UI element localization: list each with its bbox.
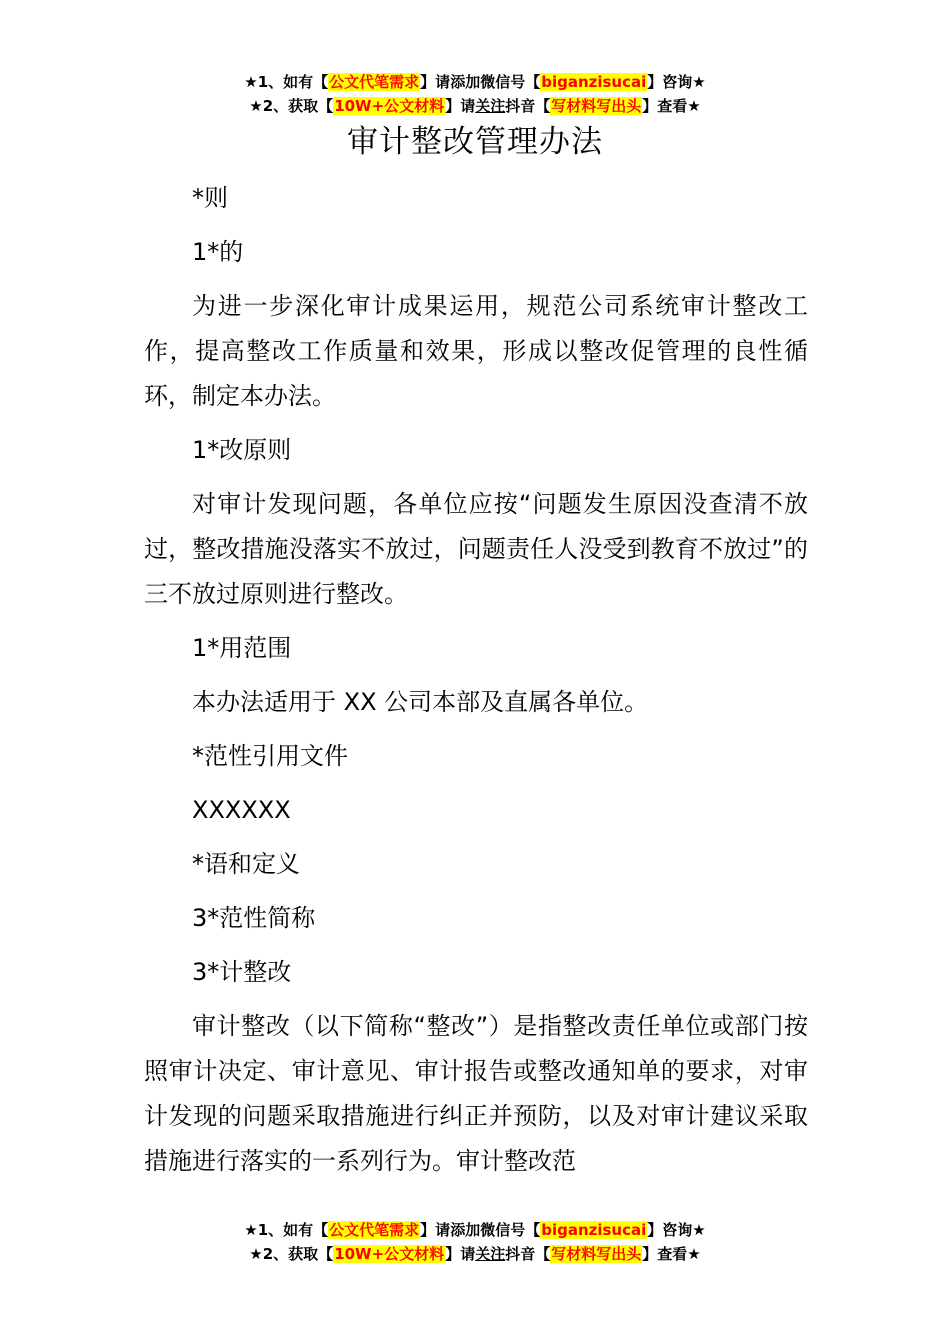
promo-line-2-mid: 】请 [445,97,476,115]
promo-line-2-emphasis: 关注 [475,97,506,115]
promo-line-1-mid2: 微信号【 [480,1221,541,1239]
footer-promo-banner [0,1218,950,1266]
promo-line-2-emphasis: 关注 [475,1245,506,1263]
promo-line-1 [0,70,950,94]
subsection-heading-audit-rectification: 3*计整改 [192,958,292,986]
promo-line-1-suffix: 】咨询★ [647,73,706,91]
paragraph-principles: 对审计发现问题，各单位应按“问题发生原因没查清不放过，整改措施没落实不放过，问题责任人没受到教育不放过”的三不放过原则进行整改。 [144,490,808,608]
paragraph-purpose: 为进一步深化审计成果运用，规范公司系统审计整改工作，提高整改工作质量和效果，形成以整改促管理的良性循环，制定本办法。 [144,292,808,410]
promo-line-1-emphasis: 添加 [450,73,481,91]
promo-line-1-highlight-service: 公文代笔需求 [329,73,420,91]
promo-line-1-highlight-service: 公文代笔需求 [329,1221,420,1239]
promo-line-2-suffix: 】查看★ [642,97,701,115]
promo-line-1-mid: 】请 [420,73,451,91]
paragraph-audit-rectification-definition: 审计整改（以下简称“整改”）是指整改责任单位或部门按照审计决定、审计意见、审计报告或整改通知单的要求，对审计发现的问题采取措施进行纠正并预防，以及对审计建议采取措施进行落实的一系列行为。审计整改范 [144,1012,808,1175]
promo-line-1-prefix: ★1、如有【 [244,73,329,91]
promo-line-2-highlight-materials: 10W+公文材料 [334,97,445,115]
promo-line-1-mid2: 微信号【 [480,73,541,91]
section-heading-general: *则 [192,184,228,212]
promo-line-1-emphasis: 添加 [450,1221,481,1239]
section-heading-references: *范性引用文件 [192,742,348,770]
promo-line-2-suffix: 】查看★ [642,1245,701,1263]
promo-line-1-mid: 】请 [420,1221,451,1239]
section-heading-terms: *语和定义 [192,850,300,878]
promo-line-1-highlight-wechat: biganzisucai [541,1221,647,1239]
promo-line-2 [0,94,950,118]
promo-line-2-prefix: ★2、获取【 [249,1245,334,1263]
promo-line-2-highlight-douyin: 写材料写出头 [551,1245,642,1263]
promo-line-2 [0,1242,950,1266]
document-body [144,176,808,1184]
section-heading-principles: 1*改原则 [192,436,292,464]
promo-line-1-highlight-wechat: biganzisucai [541,73,647,91]
promo-line-2-mid2: 抖音【 [505,1245,551,1263]
document-title: 审计整改管理办法 [347,124,603,160]
promo-line-1-suffix: 】咨询★ [647,1221,706,1239]
promo-line-1 [0,1218,950,1242]
promo-line-2-prefix: ★2、获取【 [249,97,334,115]
promo-line-1-prefix: ★1、如有【 [244,1221,329,1239]
paragraph-scope: 本办法适用于 XX 公司本部及直属各单位。 [192,688,649,716]
header-promo-banner [0,70,950,118]
promo-line-2-mid: 】请 [445,1245,476,1263]
promo-line-2-highlight-douyin: 写材料写出头 [551,97,642,115]
paragraph-references: XXXXXX [192,796,291,824]
promo-line-2-mid2: 抖音【 [505,97,551,115]
promo-line-2-highlight-materials: 10W+公文材料 [334,1245,445,1263]
section-heading-scope: 1*用范围 [192,634,292,662]
section-heading-purpose: 1*的 [192,238,244,266]
subsection-heading-abbreviations: 3*范性简称 [192,904,316,932]
